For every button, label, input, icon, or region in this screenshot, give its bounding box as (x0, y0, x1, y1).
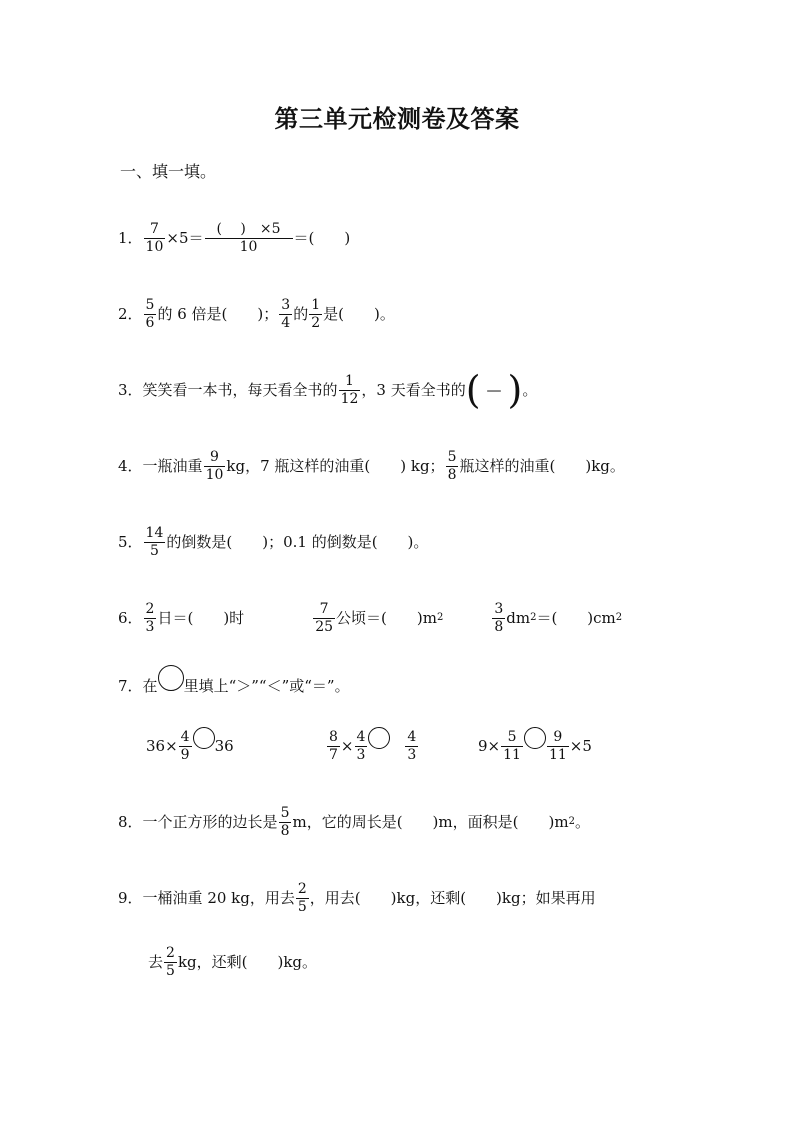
expression-text: 9× (478, 736, 501, 755)
section-heading: 一、填一填。 (120, 162, 217, 181)
compare-circle[interactable] (368, 727, 390, 749)
question-text: dm (506, 608, 531, 627)
question-number: 5． (118, 532, 143, 551)
question-text[interactable]: kg，7 瓶这样的油重( ) kg； (226, 456, 445, 475)
superscript: 2 (436, 612, 444, 623)
question-text: 一桶油重 20 kg，用去 (142, 888, 295, 907)
fraction: 2 5 (166, 944, 175, 979)
fraction: ( ) ×5 10 (205, 221, 293, 256)
question-9 (118, 874, 596, 922)
compare-item-c (478, 722, 592, 770)
fraction: 5 11 (503, 728, 521, 763)
question-number: 6． (118, 608, 143, 627)
question-text: ×5＝ (166, 228, 204, 247)
question-number: 9． (118, 888, 143, 907)
question-8 (118, 798, 590, 846)
question-1 (118, 214, 350, 262)
compare-circle[interactable] (524, 727, 546, 749)
answer-blank[interactable]: ＝( ) (293, 228, 351, 247)
fraction: 7 25 (315, 600, 334, 635)
fraction: 9 11 (548, 728, 567, 763)
question-text[interactable]: ，用去( )kg，还剩( )kg；如果再用 (309, 888, 596, 907)
fraction: 4 3 (407, 728, 417, 763)
question-number: 3． (118, 380, 143, 399)
question-number: 4． (118, 456, 143, 475)
fraction: 2 5 (297, 880, 307, 915)
fraction: 4 9 (180, 728, 190, 763)
right-bracket: ) (507, 368, 523, 412)
question-4 (118, 442, 625, 490)
question-9-continued (148, 938, 317, 986)
question-text[interactable]: 瓶这样的油重( )kg。 (459, 456, 625, 475)
fraction: 5 8 (280, 804, 290, 839)
fraction: 7 10 (145, 220, 164, 255)
question-text: 。 (522, 380, 538, 399)
question-text: 里填上“＞”“＜”或“＝”。 (183, 676, 350, 695)
compare-item-a (146, 722, 234, 770)
fraction: 3 4 (281, 296, 291, 331)
superscript: 2 (615, 612, 623, 623)
question-text: 一个正方形的边长是 (142, 812, 278, 831)
question-text: 在 (142, 676, 158, 695)
question-number: 8． (118, 812, 143, 831)
fraction: 1 12 (340, 372, 359, 407)
question-number: 7． (118, 676, 143, 695)
superscript: 2 (530, 612, 537, 623)
left-bracket: ( (465, 368, 481, 412)
expression-text: × (340, 736, 354, 755)
question-text: 。 (574, 812, 590, 831)
circle-blank-icon (158, 665, 184, 691)
question-text[interactable]: 日＝( )时 (157, 608, 245, 627)
question-text[interactable]: 是( )。 (323, 304, 395, 323)
question-text: 的 (293, 304, 309, 323)
expression-text: ×5 (569, 736, 592, 755)
question-text: 去 (148, 952, 164, 971)
question-text[interactable]: m，它的周长是( )m，面积是( )m (292, 812, 569, 831)
question-text[interactable]: 的 6 倍是( )； (157, 304, 279, 323)
fraction: 14 5 (145, 524, 164, 559)
question-text: ，3 天看全书的 (361, 380, 466, 399)
question-text: 一瓶油重 (142, 456, 203, 475)
question-2 (118, 290, 395, 338)
compare-item-b (326, 722, 419, 770)
question-6 (118, 594, 622, 642)
fraction: 9 10 (205, 448, 224, 483)
fraction: 4 3 (356, 728, 366, 763)
expression-text: 36× (146, 736, 178, 755)
question-text[interactable]: 公顷＝( )m (336, 608, 437, 627)
fraction: 1 2 (311, 296, 321, 331)
superscript: 2 (568, 816, 575, 827)
question-text: 笑笑看一本书，每天看全书的 (142, 380, 338, 399)
fraction: 5 8 (447, 448, 457, 483)
page-title: 第三单元检测卷及答案 (274, 104, 520, 133)
fraction: 8 7 (329, 728, 338, 763)
question-number: 2． (118, 304, 143, 323)
question-3 (118, 366, 537, 414)
question-5 (118, 518, 428, 566)
question-number: 1． (118, 228, 143, 247)
fraction: 5 6 (145, 296, 155, 331)
question-text[interactable]: ＝( )cm (536, 608, 616, 627)
fraction: 3 8 (494, 600, 504, 635)
fraction-blank[interactable]: — (486, 380, 502, 399)
compare-circle[interactable] (193, 727, 215, 749)
expression-text: 36 (214, 736, 234, 755)
fraction: 2 3 (145, 600, 155, 635)
question-7 (118, 662, 350, 710)
question-text[interactable]: kg，还剩( )kg。 (177, 952, 318, 971)
question-text[interactable]: 的倒数是( )；0.1 的倒数是( )。 (166, 532, 429, 551)
